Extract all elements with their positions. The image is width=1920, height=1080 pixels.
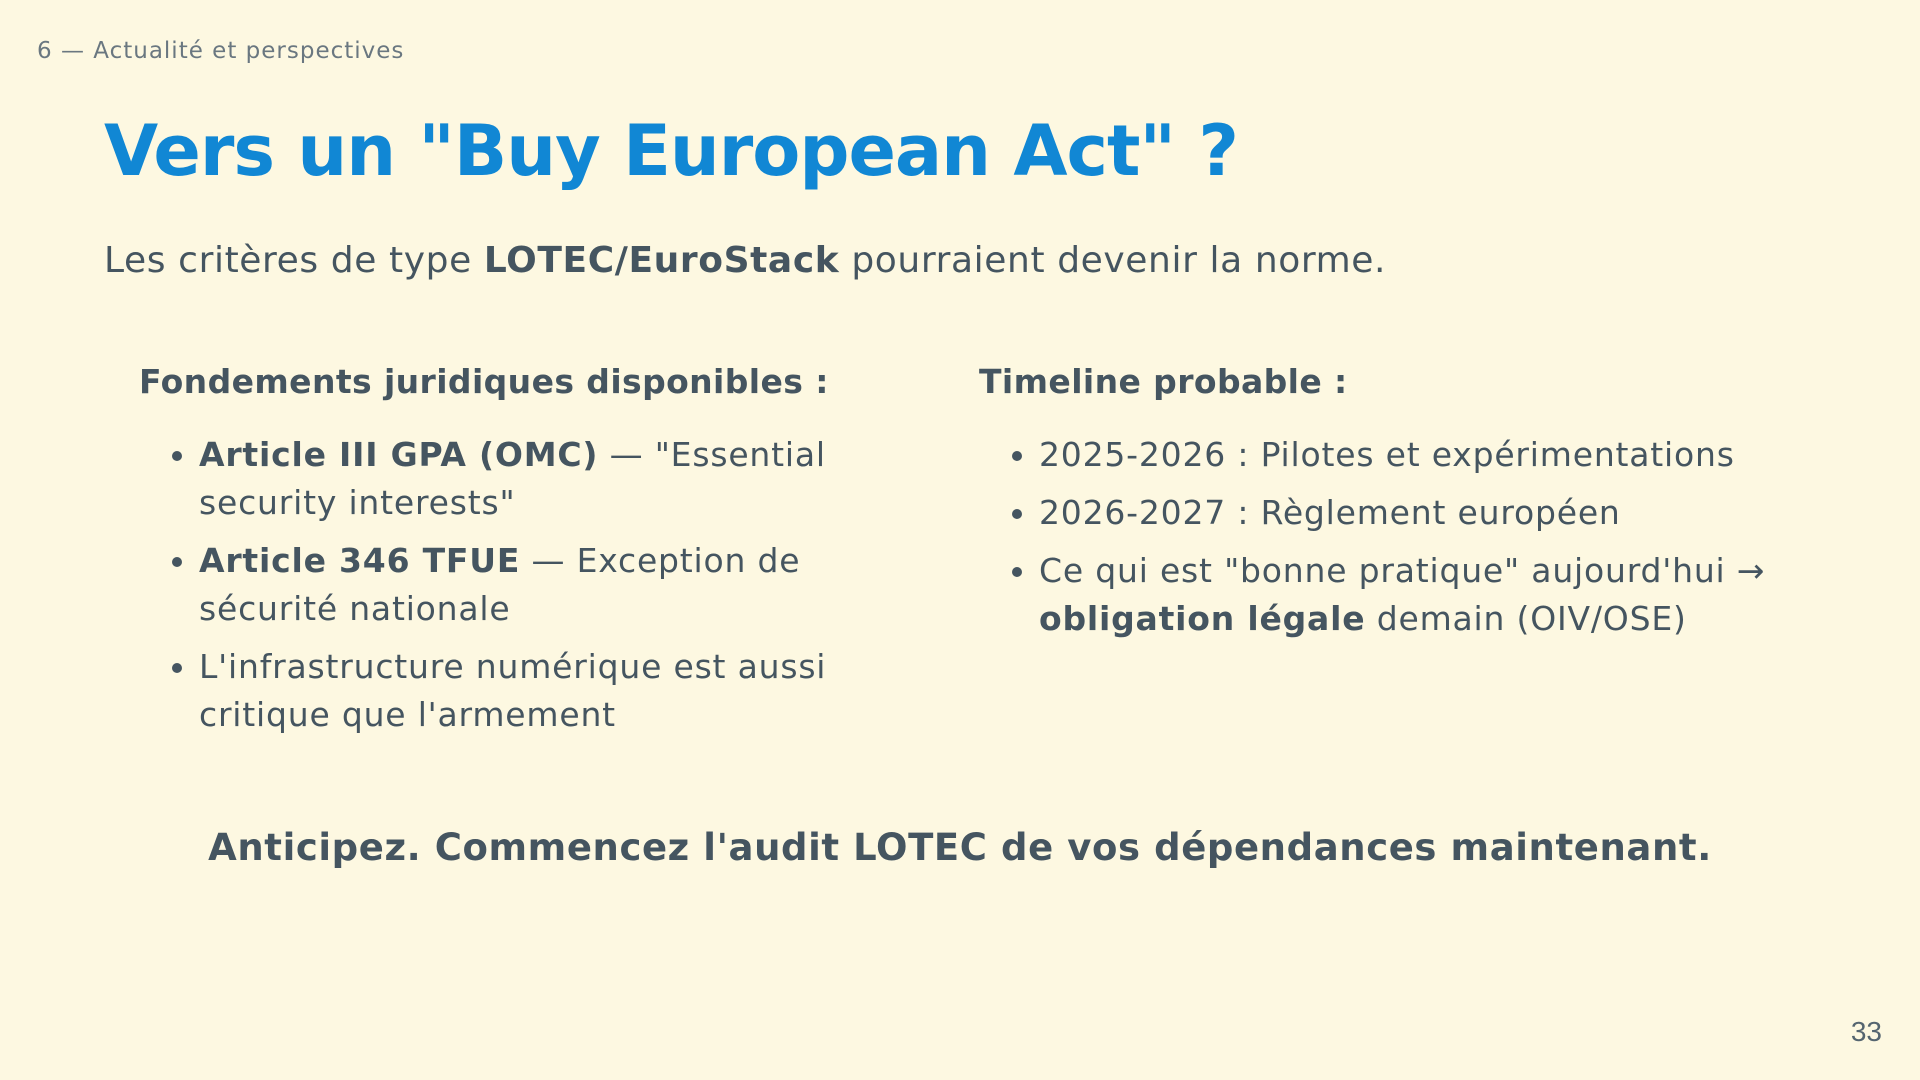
legal-foundations-column — [139, 362, 939, 749]
list-item-strong: Article 346 TFUE — [199, 541, 521, 580]
timeline-list — [979, 431, 1779, 643]
lead-text — [104, 240, 1386, 281]
timeline-title: Timeline probable : — [979, 362, 1348, 401]
list-item — [199, 431, 939, 527]
call-to-action: Anticipez. Commencez l'audit LOTEC de vos dépendances maintenant. — [208, 826, 1712, 869]
timeline-column — [979, 362, 1779, 653]
list-item-strong: Article III GPA (OMC) — [199, 435, 599, 474]
list-item-text: 2025-2026 : Pilotes et expérimentations — [1039, 435, 1735, 474]
list-item-text: Ce qui est "bonne pratique" aujourd'hui → — [1039, 551, 1766, 590]
lead-before: Les critères de type — [104, 240, 484, 281]
list-item — [199, 643, 939, 739]
list-item-after: demain (OIV/OSE) — [1365, 599, 1687, 638]
lead-after: pourraient devenir la norme. — [839, 240, 1387, 281]
lead-strong: LOTEC/EuroStack — [483, 240, 840, 281]
list-item-text: — "Essential security interests" — [199, 435, 826, 522]
list-item — [1039, 547, 1779, 643]
page-number: 33 — [1850, 1016, 1882, 1047]
list-item — [1039, 489, 1779, 537]
list-item-text: — Exception de sécurité nationale — [199, 541, 801, 628]
legal-foundations-title: Fondements juridiques disponibles : — [139, 362, 829, 401]
section-header: 6 — Actualité et perspectives — [37, 38, 405, 64]
list-item-strong: obligation légale — [1039, 599, 1366, 638]
legal-foundations-list — [139, 431, 939, 739]
list-item — [1039, 431, 1779, 479]
list-item — [199, 537, 939, 633]
list-item-text: L'infrastructure numérique est aussi critique que l'armement — [199, 647, 827, 734]
list-item-text: 2026-2027 : Règlement européen — [1039, 493, 1621, 532]
slide-title: Vers un "Buy European Act" ? — [104, 110, 1238, 192]
